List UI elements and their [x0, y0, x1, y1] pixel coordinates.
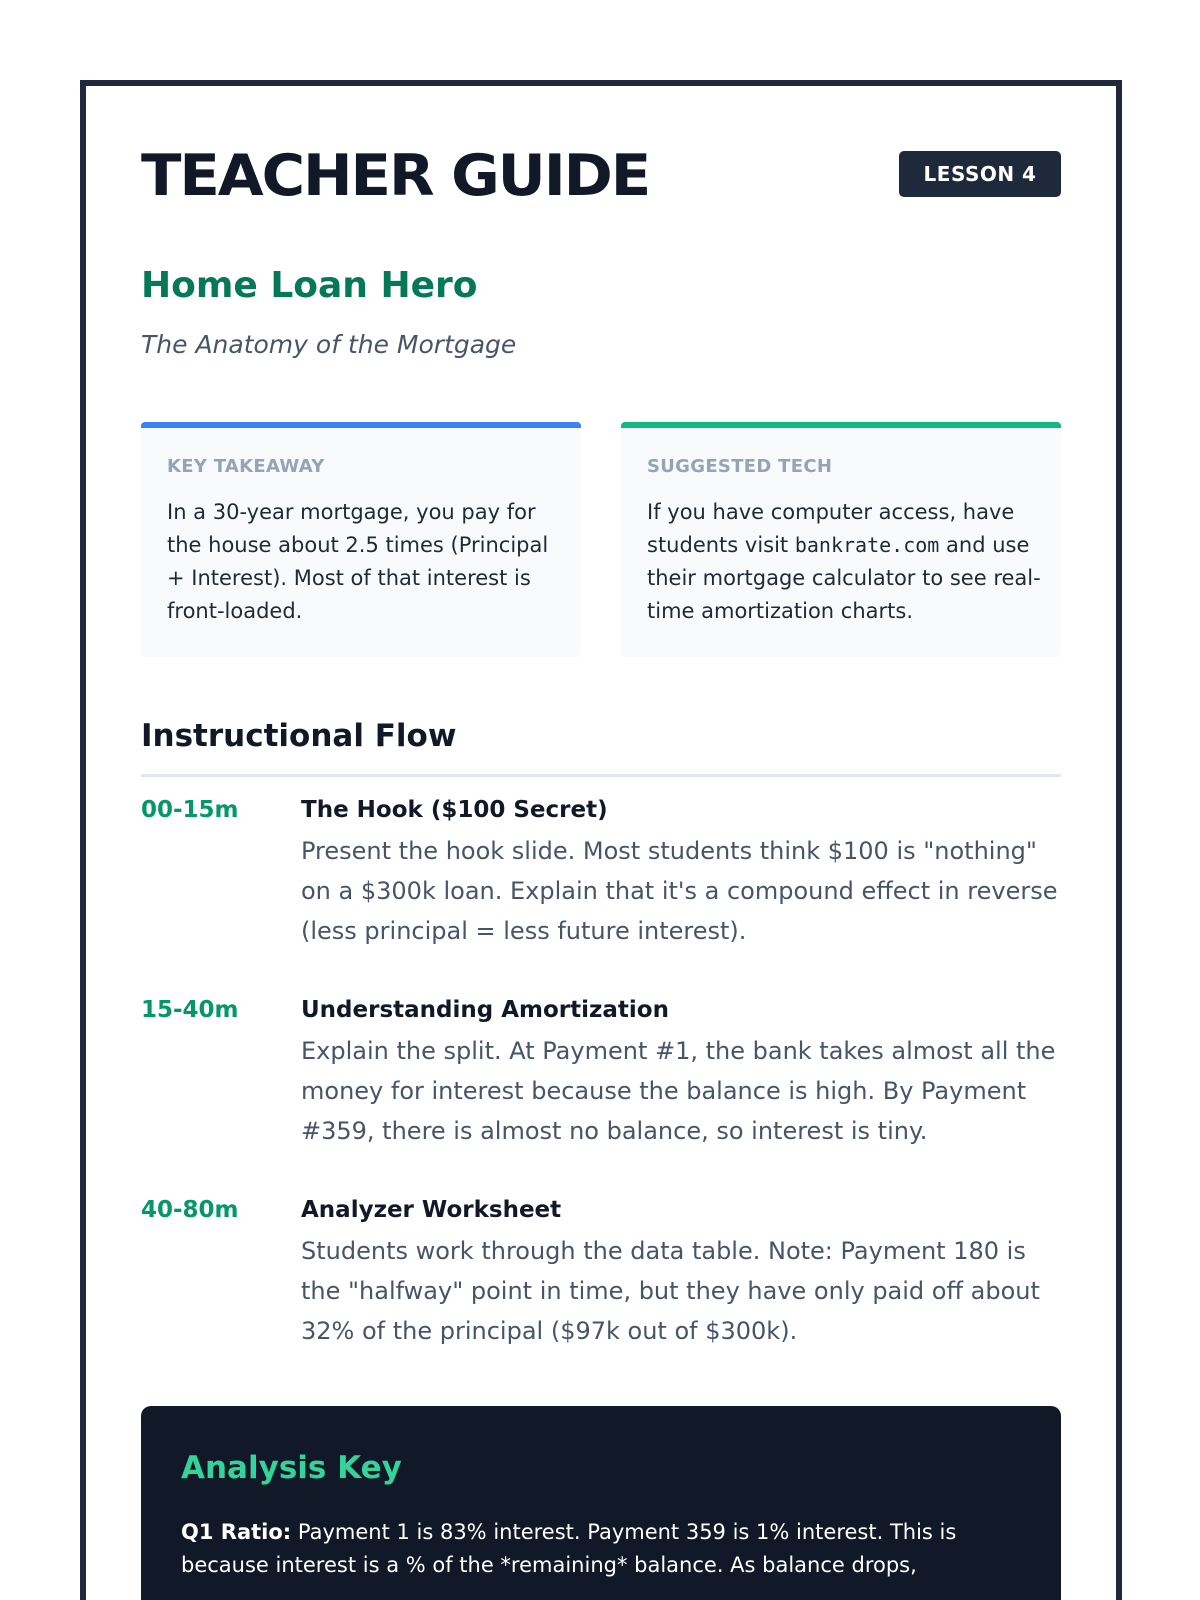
flow-title: Understanding Amortization [301, 997, 669, 1023]
flow-description: Present the hook slide. Most students think $100 is "nothing" on a $300k loan. Explain that it's a compound effect in reverse (less principal = less future interest). [301, 837, 1058, 945]
site-name: bankrate.com [794, 533, 940, 557]
teacher-guide-sheet [80, 80, 1122, 1600]
card-text [647, 496, 1042, 628]
flow-time: 40-80m [141, 1197, 239, 1223]
q1-text: Payment 1 is 83% interest. Payment 359 is 1% interest. This is because interest is a % of the *remaining* balance. As balance drops, [181, 1520, 957, 1577]
flow-description: Students work through the data table. Note: Payment 180 is the "halfway" point in time, but they have only paid off about 32% of the principal ($97k out of $300k). [301, 1237, 1040, 1345]
flow-title: Analyzer Worksheet [301, 1197, 562, 1223]
guide-header [141, 143, 1061, 209]
lesson-title: Home Loan Hero [141, 265, 478, 306]
lesson-badge: LESSON 4 [899, 151, 1061, 197]
flow-description: Explain the split. At Payment #1, the bank takes almost all the money for interest because the balance is high. By Payment #359, there is almost no balance, so interest is tiny. [301, 1037, 1056, 1145]
card-text: In a 30-year mortgage, you pay for the house about 2.5 times (Principal + Interest). Most of that interest is front-loaded. [167, 500, 549, 623]
suggested-tech-card [621, 422, 1061, 657]
page-title: TEACHER GUIDE [141, 143, 650, 209]
key-takeaway-card [141, 422, 581, 657]
flow-time: 15-40m [141, 997, 239, 1023]
card-accent-bar [141, 422, 581, 428]
card-text-before: If you have computer access, have students visit [647, 500, 1015, 557]
card-accent-bar [621, 422, 1061, 428]
lesson-subtitle: The Anatomy of the Mortgage [141, 330, 517, 359]
flow-title: The Hook ($100 Secret) [301, 797, 608, 823]
card-label: SUGGESTED TECH [647, 456, 833, 477]
q1-label: Q1 Ratio: [181, 1520, 292, 1544]
analysis-key-title: Analysis Key [181, 1450, 402, 1486]
section-divider [141, 774, 1061, 777]
section-heading: Instructional Flow [141, 718, 457, 754]
card-label: KEY TAKEAWAY [167, 456, 325, 477]
analysis-key-panel [141, 1406, 1061, 1600]
flow-time: 00-15m [141, 797, 239, 823]
analysis-key-text [181, 1516, 1031, 1582]
card-text-after: and use their mortgage calculator to see real-time amortization charts. [647, 533, 1041, 623]
